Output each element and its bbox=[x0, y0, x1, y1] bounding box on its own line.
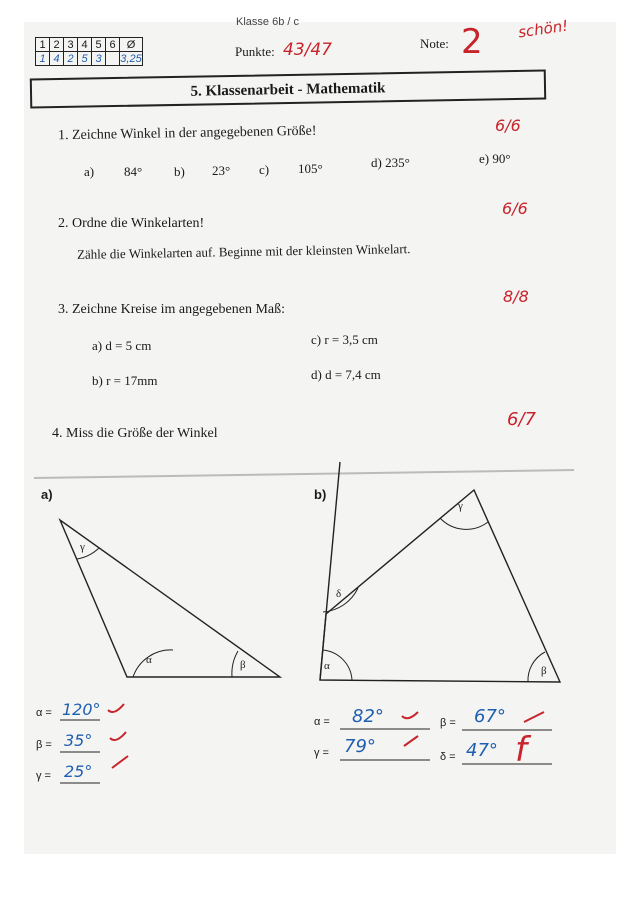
score-col: 4 bbox=[78, 38, 92, 52]
check-mark-icon bbox=[524, 712, 544, 722]
check-mark-icon bbox=[108, 704, 124, 712]
angle-label: α bbox=[146, 654, 152, 666]
angle-label: γ bbox=[458, 500, 463, 512]
task-1-item: e) 90° bbox=[479, 151, 511, 166]
score-val: 3 bbox=[92, 52, 106, 66]
answer-prefix: α = bbox=[36, 707, 52, 719]
task-3-item: a) d = 5 cm bbox=[92, 338, 152, 353]
task-2-score: 6/6 bbox=[502, 199, 528, 218]
task-1-item: a) bbox=[84, 164, 95, 179]
score-col: 6 bbox=[106, 38, 120, 52]
angle-label: β bbox=[541, 665, 547, 677]
answer-prefix: γ = bbox=[36, 770, 51, 782]
wrong-mark: f bbox=[515, 730, 527, 770]
task-2-text: 2. Ordne die Winkelarten! bbox=[58, 216, 205, 231]
task-1-item: 84° bbox=[124, 164, 143, 179]
answer-prefix: β = bbox=[36, 739, 52, 751]
check-mark-icon bbox=[402, 712, 418, 718]
answer-prefix: β = bbox=[440, 717, 456, 729]
task-1-item: d) 235° bbox=[371, 155, 410, 170]
grade-value: 2 bbox=[461, 22, 483, 62]
separator-line bbox=[34, 470, 574, 478]
score-val: 5 bbox=[78, 52, 92, 66]
check-mark-icon bbox=[112, 756, 128, 768]
score-col: 5 bbox=[92, 38, 106, 52]
task-3-item: c) r = 3,5 cm bbox=[311, 332, 378, 347]
score-col: 3 bbox=[64, 38, 78, 52]
answer-value: 120° bbox=[62, 700, 101, 719]
answer-value: 47° bbox=[466, 740, 498, 761]
score-val: 4 bbox=[50, 52, 64, 66]
figure-b-label: b) bbox=[314, 487, 327, 502]
answer-prefix: α = bbox=[314, 716, 330, 728]
check-mark-icon bbox=[404, 736, 418, 746]
answer-prefix: γ = bbox=[314, 747, 329, 759]
arc-alpha-a bbox=[133, 650, 173, 677]
task-3-item: d) d = 7,4 cm bbox=[311, 367, 381, 382]
praise-note: schön! bbox=[516, 16, 570, 42]
task-3-score: 8/8 bbox=[503, 287, 529, 306]
angle-label: γ bbox=[80, 541, 85, 553]
task-4-text: 4. Miss die Größe der Winkel bbox=[52, 426, 218, 441]
task-1-score: 6/6 bbox=[495, 116, 521, 135]
task-1-item: 105° bbox=[298, 161, 323, 176]
answer-value: 82° bbox=[352, 706, 384, 727]
task-4-score: 6/7 bbox=[507, 409, 536, 430]
score-val: 3,25 bbox=[120, 52, 142, 65]
score-col: 1 bbox=[36, 38, 50, 52]
answer-value: 35° bbox=[64, 731, 93, 750]
answer-value: 25° bbox=[64, 762, 93, 781]
score-val: 1 bbox=[36, 52, 50, 66]
score-col: Ø bbox=[120, 38, 143, 52]
task-1-item: b) bbox=[174, 164, 185, 179]
score-val: 2 bbox=[64, 52, 78, 66]
angle-label: α bbox=[324, 660, 330, 672]
answer-value: 67° bbox=[474, 706, 506, 727]
angle-label: β bbox=[240, 659, 246, 671]
angle-label: δ bbox=[336, 588, 342, 600]
check-mark-icon bbox=[110, 732, 126, 740]
task-1-item: c) bbox=[259, 162, 270, 177]
task-3-text: 3. Zeichne Kreise im angegebenen Maß: bbox=[58, 302, 286, 317]
arc-gamma-b bbox=[440, 518, 488, 529]
points-value: 43/47 bbox=[283, 40, 332, 60]
answer-prefix: δ = bbox=[440, 751, 456, 763]
quadrilateral-b bbox=[320, 490, 560, 682]
task-1-text: 1. Zeichne Winkel in der angegebenen Größe! bbox=[57, 123, 317, 144]
answer-value: 79° bbox=[344, 736, 376, 757]
grade-label: Note: bbox=[420, 36, 449, 51]
score-col: 2 bbox=[50, 38, 64, 52]
page-title: 5. Klassenarbeit - Mathematik bbox=[190, 80, 386, 100]
task-1-item: 23° bbox=[212, 163, 231, 178]
triangle-a bbox=[60, 520, 280, 677]
arc-beta-a bbox=[232, 651, 238, 677]
class-label: Klasse 6b / c bbox=[236, 16, 299, 28]
task-2-detail: Zähle die Winkelarten auf. Beginne mit der kleinsten Winkelart. bbox=[76, 241, 411, 262]
figure-a-label: a) bbox=[41, 487, 53, 502]
task-3-item: b) r = 17mm bbox=[92, 373, 158, 388]
points-label: Punkte: bbox=[235, 44, 275, 59]
